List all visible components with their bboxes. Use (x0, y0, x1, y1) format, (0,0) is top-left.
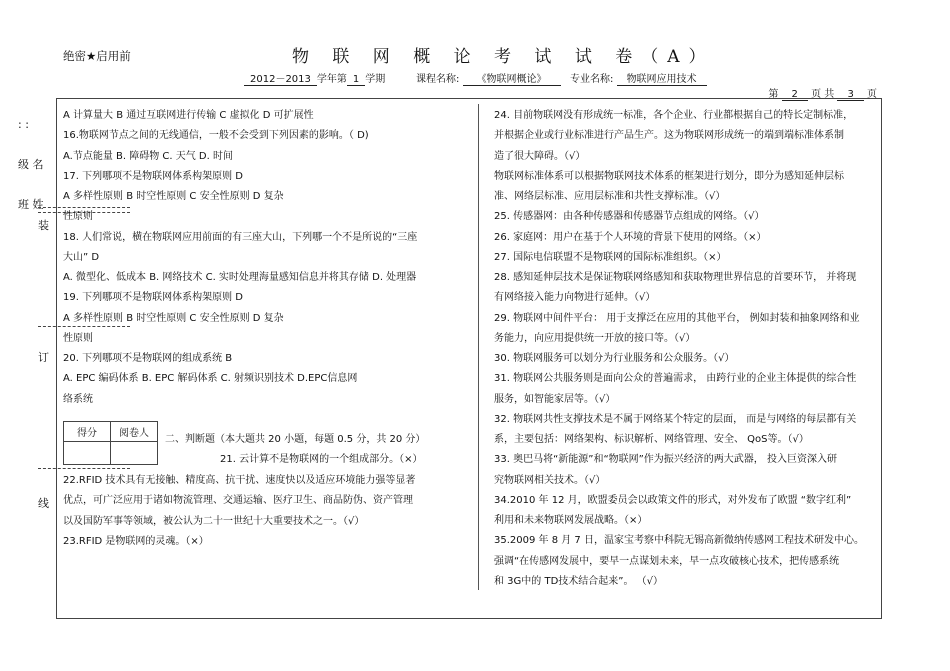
course-info (416, 70, 561, 85)
question-line: 大山” D (63, 251, 100, 263)
question-line: 17. 下列哪项不是物联网体系构架原则 D (63, 170, 243, 182)
binding-ding: 订 (38, 351, 49, 364)
question-line: A. 微型化、低成本 B. 网络技术 C. 实时处理海量感知信息并将其存储 D. 处理器 (63, 272, 417, 283)
course-label: 课程名称: (416, 74, 460, 85)
right-column (494, 106, 879, 592)
question-line: 有网络接入能力向物进行延伸。（√） (494, 292, 656, 304)
question-line: 强调“在传感网发展中，要早一点谋划未来，早一点攻破核心技术，把传感系统 (494, 555, 840, 567)
question-line: 16.物联网节点之间的无线通信，一般不会受到下列因素的影响。（ D) (63, 130, 369, 142)
term-value: 1 (347, 74, 365, 86)
question-line: 服务，如智能家居等。（√） (494, 393, 616, 405)
frame-top-line (56, 98, 882, 99)
binding-xian: 线 (38, 497, 49, 510)
page-number: 2 (782, 89, 808, 101)
question-line: 造了很大障碍。（√） (494, 150, 586, 162)
reviewer-label: 阅卷人 (111, 422, 158, 442)
question-line: 系，主要包括：网络架构、标识解析、网络管理、安全、 QoS等。（√） (494, 434, 809, 445)
reviewer-cell (111, 442, 158, 465)
page-total: 3 (837, 89, 863, 101)
question-line: A.节点能量 B. 障碍物 C. 天气 D. 时间 (63, 150, 233, 162)
binding-class-name-2: 班 姓 (18, 198, 44, 211)
page-mid: 页 共 (811, 89, 835, 100)
question-line: 18. 人们常说，横在物联网应用前面的有三座大山，下列哪一个不是所说的“三座 (63, 231, 418, 243)
frame-bottom-line (56, 618, 882, 619)
question-line: 25. 传感器网：由各种传感器和传感器节点组成的网络。（√） (494, 211, 765, 223)
section-heading: 二、判断题（本大题共 20 小题，每题 0.5 分，共 20 分） (165, 434, 426, 445)
question-line: 和 3G中的 TD技术结合起来”。 （√） (494, 575, 664, 587)
score-table (63, 421, 158, 465)
section-two (165, 430, 425, 471)
question-line: 28. 感知延伸层技术是保证物联网络感知和获取物理世界信息的首要环节， 并将现 (494, 272, 857, 283)
question-line: 34.2010 年 12 月，欧盟委员会以政策文件的形式，对外发布了欧盟 “数字红利” (494, 494, 852, 506)
question-line: 31. 物联网公共服务则是面向公众的普遍需求， 由跨行业的企业主体提供的综合性 (494, 373, 857, 385)
question-line: 24. 目前物联网没有形成统一标准，各个企业、行业都根据自己的特长定制标准， (494, 110, 854, 121)
frame-right-line (881, 98, 882, 618)
question-line: 以及国防军事等领域，被公认为二十一世纪十大重要技术之一。（√） (63, 515, 365, 527)
major-info (570, 70, 707, 85)
question-line: 性原则 (63, 211, 93, 223)
term-suffix: 学期 (365, 74, 386, 85)
question-line: 20. 下列哪项不是物联网的组成系统 B (63, 353, 233, 364)
question-line: 19. 下列哪项不是物联网体系构架原则 D (63, 292, 243, 304)
exam-info-line (244, 70, 385, 85)
question-line: 务能力，向应用提供统一开放的接口等。（√） (494, 332, 696, 344)
binding-class-name: 级 名 (18, 158, 44, 171)
question-line: 物联网标准体系可以根据物联网技术体系的框架进行划分，即分为感知延伸层标 (494, 170, 844, 182)
question-line: A 计算量大 B 通过互联网进行传输 C 虚拟化 D 可扩展性 (63, 110, 314, 121)
question-line: 22.RFID 技术具有无接触、精度高、抗干扰、速度快以及适应环境能力强等显著 (63, 475, 416, 486)
exam-title: 物 联 网 概 论 考 试 试 卷（A） (292, 47, 715, 67)
question-line: A 多样性原则 B 时空性原则 C 安全性原则 D 复杂 (63, 312, 284, 324)
major-value: 物联网应用技术 (617, 74, 707, 86)
column-divider (478, 104, 479, 590)
question-line: 23.RFID 是物联网的灵魂。（×） (63, 535, 209, 547)
question-line: 35.2009 年 8 月 7 日，温家宝考察中科院无锡高新微纳传感网工程技术研发中心。 (494, 535, 864, 547)
year-suffix: 学年第 (316, 74, 347, 85)
question-line: 优点，可广泛应用于诸如物流管理、交通运输、医疗卫生、商品防伪、资产管理 (63, 495, 413, 507)
frame-left-line (56, 98, 57, 618)
question-line: 究物联网相关技术。（√） (494, 474, 606, 486)
score-cell (64, 442, 111, 465)
left-bottom (63, 471, 415, 552)
page-prefix: 第 (768, 89, 779, 100)
confidential-mark: 绝密★启用前 (63, 49, 131, 63)
question-line: 30. 物联网服务可以划分为行业服务和公众服务。（√） (494, 353, 735, 364)
score-label: 得分 (64, 422, 111, 442)
question-line: 利用和未来物联网发展战略。（×） (494, 515, 648, 526)
question-line: 准、网络层标准、应用层标准和共性支撑标准。（√） (494, 191, 726, 202)
question-line: 32. 物联网共性支撑技术是不属于网络某个特定的层面， 而是与网络的每层都有关 (494, 413, 857, 425)
question-line: 21. 云计算不是物联网的一个组成部分。（×） (220, 454, 423, 466)
question-line: 27. 国际电信联盟不是物联网的国际标准组织。（×） (494, 251, 727, 263)
question-line: 性原则 (63, 332, 93, 344)
course-value: 《物联网概论》 (463, 74, 561, 86)
question-line: 33. 奥巴马将“新能源”和“物联网”作为振兴经济的两大武器， 投入巨资深入研 (494, 454, 837, 466)
year-value: 2012－2013 (244, 74, 317, 86)
question-line: 络系统 (63, 393, 93, 405)
question-line: 并根据企业或行业标准进行产品生产。这为物联网形成统一的端到端标准体系制 (494, 130, 844, 142)
question-line: A 多样性原则 B 时空性原则 C 安全性原则 D 复杂 (63, 191, 284, 202)
major-label: 专业名称: (570, 74, 614, 85)
binding-dash (38, 468, 130, 469)
left-column (63, 106, 473, 410)
question-line: 29. 物联网中间件平台： 用于支撑泛在应用的其他平台， 例如封装和抽象网络和业 (494, 312, 860, 324)
page-suffix: 页 (867, 89, 877, 100)
binding-colons: : : (18, 118, 29, 131)
question-line: A. EPC 编码体系 B. EPC 解码体系 C. 射频识别技术 D.EPC信息网 (63, 373, 358, 385)
question-line: 26. 家庭网：用户在基于个人环境的背景下使用的网络。（×） (494, 231, 767, 243)
binding-zhuang: 装 (38, 219, 49, 232)
